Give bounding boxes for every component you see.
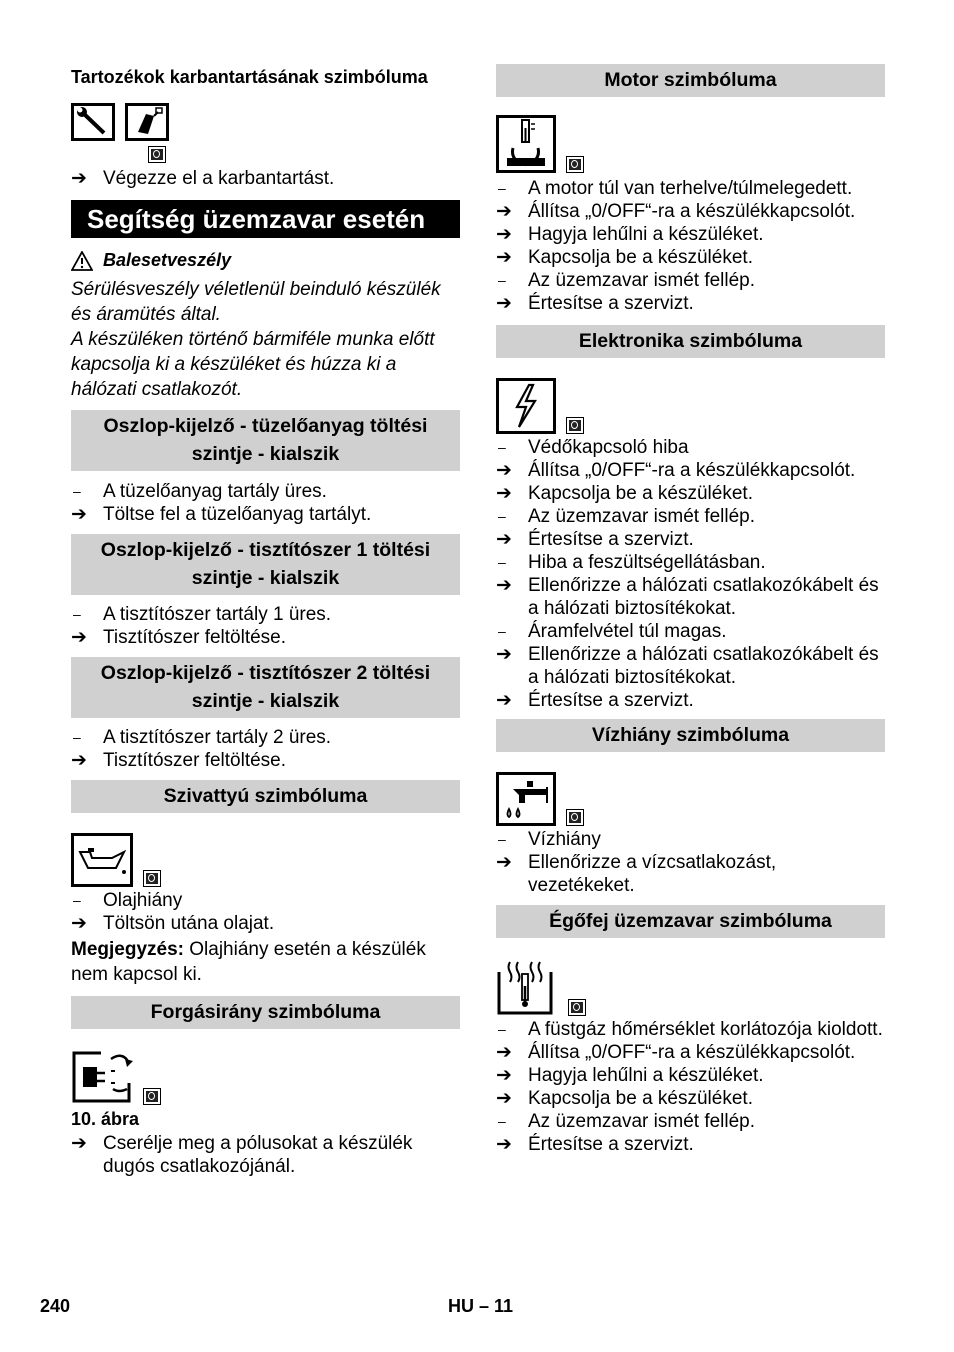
dash-bullet: – <box>73 892 81 908</box>
arrow-right-icon: ➔ <box>71 1133 87 1154</box>
list-item-text: Hagyja lehűlni a készüléket. <box>528 224 764 245</box>
list-item-text: Az üzemzavar ismét fellép. <box>528 1111 756 1132</box>
list-item <box>496 436 885 459</box>
list-item-text: Kapcsolja be a készüléket. <box>528 247 753 268</box>
list-item-text: Olajhiány <box>103 890 183 911</box>
oil-can-icon <box>71 833 133 887</box>
list-item <box>496 1018 885 1041</box>
arrow-right-icon: ➔ <box>496 293 512 314</box>
list-item-text: Állítsa „0/OFF“-ra a készülékkapcsolót. <box>528 1042 856 1063</box>
dash-bullet: – <box>73 606 81 622</box>
exhaust-temperature-icon <box>496 958 554 1016</box>
pump-items <box>71 889 460 935</box>
danger-text-1: Sérülésveszély véletlenül beinduló készülék és áramütés által. <box>71 279 441 325</box>
spray-gun-icon <box>125 103 169 141</box>
list-item-text: Áramfelvétel túl magas. <box>528 621 727 642</box>
accessory-title: Tartozékok karbantartásának szimbóluma <box>71 67 428 87</box>
list-item-text: Állítsa „0/OFF“-ra a készülékkapcsolót. <box>528 460 856 481</box>
arrow-right-icon: ➔ <box>496 201 512 222</box>
arrow-right-icon: ➔ <box>496 1042 512 1063</box>
list-item <box>71 749 460 772</box>
list-item <box>496 459 885 482</box>
manual-icon <box>143 870 161 887</box>
pump-section-title: Szivattyú szimbóluma <box>71 780 460 813</box>
arrow-right-icon: ➔ <box>496 247 512 268</box>
dash-bullet: – <box>498 554 506 570</box>
arrow-right-icon: ➔ <box>496 575 512 596</box>
electronics-icon-row <box>496 378 885 434</box>
dash-bullet: – <box>73 729 81 745</box>
motor-temperature-icon <box>496 115 556 173</box>
list-item <box>496 1041 885 1064</box>
warning-icon <box>71 251 93 271</box>
list-item <box>71 603 460 626</box>
list-item-text: Ellenőrizze a hálózati csatlakozókábelt és a hálózati biztosítékokat. <box>528 575 879 619</box>
list-item-text: Ellenőrizze a hálózati csatlakozókábelt és a hálózati biztosítékokat. <box>528 644 879 688</box>
plug-rotation-icon <box>71 1049 135 1105</box>
arrow-right-icon: ➔ <box>496 690 512 711</box>
list-item <box>496 223 885 246</box>
burner-items <box>496 1018 885 1156</box>
list-item-text: Tisztítószer feltöltése. <box>103 750 287 771</box>
motor-icon-row <box>496 115 885 173</box>
list-item <box>71 503 460 526</box>
list-item <box>496 482 885 505</box>
list-item <box>496 643 885 689</box>
dash-bullet: – <box>498 272 506 288</box>
list-item <box>496 1064 885 1087</box>
electronics-items <box>496 436 885 712</box>
list-item-text: Végezze el a karbantartást. <box>103 168 335 189</box>
arrow-right-icon: ➔ <box>71 627 87 648</box>
motor-section-title: Motor szimbóluma <box>496 64 885 97</box>
rotation-figure: 10. ábra <box>71 1109 140 1129</box>
clean2-items <box>71 726 460 772</box>
dash-bullet: – <box>73 483 81 499</box>
arrow-right-icon: ➔ <box>496 852 512 873</box>
list-item <box>496 246 885 269</box>
arrow-right-icon: ➔ <box>71 168 87 189</box>
list-item-text: Cserélje meg a pólusokat a készülék dugós csatlakozójánál. <box>103 1133 413 1177</box>
list-item-text: A tüzelőanyag tartály üres. <box>103 481 327 502</box>
list-item <box>71 167 460 190</box>
list-item-text: Értesítse a szervizt. <box>528 690 694 711</box>
list-item-text: Az üzemzavar ismét fellép. <box>528 270 756 291</box>
motor-items <box>496 177 885 315</box>
danger-heading <box>71 248 460 273</box>
list-item-text: Tisztítószer feltöltése. <box>103 627 287 648</box>
list-item <box>71 1132 460 1178</box>
clean2-section-title: Oszlop-kijelző - tisztítószer 2 töltési szintje - kialszik <box>71 657 460 718</box>
list-item <box>496 1110 885 1133</box>
accessory-steps <box>71 167 460 190</box>
arrow-right-icon: ➔ <box>71 504 87 525</box>
list-item <box>496 269 885 292</box>
fuel-items <box>71 480 460 526</box>
burner-section-title: Égőfej üzemzavar szimbóluma <box>496 905 885 938</box>
list-item-text: A füstgáz hőmérséklet korlátozója kioldott. <box>528 1019 883 1040</box>
list-item <box>496 1133 885 1156</box>
pump-icon-row <box>71 833 460 887</box>
list-item-text: Állítsa „0/OFF“-ra a készülékkapcsolót. <box>528 201 856 222</box>
clean1-section-title: Oszlop-kijelző - tisztítószer 1 töltési szintje - kialszik <box>71 534 460 595</box>
rotation-icon-row <box>71 1049 460 1105</box>
manual-icon <box>148 146 166 163</box>
rotation-items <box>71 1132 460 1178</box>
arrow-right-icon: ➔ <box>71 750 87 771</box>
arrow-right-icon: ➔ <box>496 644 512 665</box>
dash-bullet: – <box>498 831 506 847</box>
arrow-right-icon: ➔ <box>496 1134 512 1155</box>
list-item <box>496 292 885 315</box>
clean1-items <box>71 603 460 649</box>
accessory-icons <box>71 103 460 141</box>
water-icon-row <box>496 772 885 826</box>
arrow-right-icon: ➔ <box>496 529 512 550</box>
list-item <box>71 726 460 749</box>
fuel-section-title: Oszlop-kijelző - tüzelőanyag töltési szintje - kialszik <box>71 410 460 471</box>
manual-icon <box>566 809 584 826</box>
list-item-text: Az üzemzavar ismét fellép. <box>528 506 756 527</box>
list-item-text: Értesítse a szervizt. <box>528 529 694 550</box>
right-column <box>496 64 885 1156</box>
list-item-text: Értesítse a szervizt. <box>528 1134 694 1155</box>
arrow-right-icon: ➔ <box>496 224 512 245</box>
rotation-section-title: Forgásirány szimbóluma <box>71 996 460 1029</box>
pump-note-text: Olajhiány esetén a készülék nem kapcsol ki. <box>71 939 426 985</box>
dash-bullet: – <box>498 623 506 639</box>
list-item <box>71 912 460 935</box>
arrow-right-icon: ➔ <box>496 460 512 481</box>
dash-bullet: – <box>498 180 506 196</box>
burner-icon-row <box>496 958 885 1016</box>
list-item-text: Töltse fel a tüzelőanyag tartályt. <box>103 504 372 525</box>
water-section-title: Vízhiány szimbóluma <box>496 719 885 752</box>
list-item <box>496 177 885 200</box>
list-item-text: Hiba a feszültségellátásban. <box>528 552 766 573</box>
list-item <box>496 828 885 851</box>
list-item-text: Vízhiány <box>528 829 601 850</box>
water-items <box>496 828 885 897</box>
dash-bullet: – <box>498 1113 506 1129</box>
list-item <box>496 505 885 528</box>
list-item <box>496 851 885 897</box>
dash-bullet: – <box>498 1021 506 1037</box>
arrow-right-icon: ➔ <box>496 1065 512 1086</box>
list-item <box>496 689 885 712</box>
list-item-text: A tisztítószer tartály 2 üres. <box>103 727 332 748</box>
list-item-text: Kapcsolja be a készüléket. <box>528 1088 753 1109</box>
list-item <box>71 480 460 503</box>
list-item-text: Töltsön utána olajat. <box>103 913 275 934</box>
list-item <box>496 1087 885 1110</box>
danger-text-2: A készüléken történő bármiféle munka előtt kapcsolja ki a készüléket és húzza ki a hálózati csatlakozót. <box>71 329 435 400</box>
pump-note <box>71 937 460 987</box>
wrench-icon <box>71 103 115 141</box>
arrow-right-icon: ➔ <box>496 483 512 504</box>
danger-label: Balesetveszély <box>103 250 232 270</box>
manual-icon <box>566 156 584 173</box>
water-tap-icon <box>496 772 556 826</box>
list-item <box>496 551 885 574</box>
list-item-text: Hagyja lehűlni a készüléket. <box>528 1065 764 1086</box>
language-page-label: HU – 11 <box>448 1296 514 1316</box>
left-column <box>71 64 460 1178</box>
manual-icon <box>143 1088 161 1105</box>
list-item-text: A tisztítószer tartály 1 üres. <box>103 604 332 625</box>
lightning-icon <box>496 378 556 434</box>
list-item-text: Kapcsolja be a készüléket. <box>528 483 753 504</box>
manual-icon <box>568 999 586 1016</box>
list-item-text: Értesítse a szervizt. <box>528 293 694 314</box>
list-item <box>496 574 885 620</box>
list-item <box>71 626 460 649</box>
arrow-right-icon: ➔ <box>71 913 87 934</box>
list-item <box>71 889 460 912</box>
page-number: 240 <box>40 1296 71 1316</box>
list-item-text: Ellenőrizze a vízcsatlakozást, vezetékeket. <box>528 852 777 896</box>
list-item <box>496 200 885 223</box>
main-title: Segítség üzemzavar esetén <box>71 200 460 238</box>
electronics-section-title: Elektronika szimbóluma <box>496 325 885 358</box>
pump-note-label: Megjegyzés: <box>71 939 184 960</box>
list-item <box>496 528 885 551</box>
list-item <box>496 620 885 643</box>
list-item-text: A motor túl van terhelve/túlmelegedett. <box>528 178 853 199</box>
manual-icon <box>566 417 584 434</box>
arrow-right-icon: ➔ <box>496 1088 512 1109</box>
dash-bullet: – <box>498 439 506 455</box>
dash-bullet: – <box>498 508 506 524</box>
list-item-text: Védőkapcsoló hiba <box>528 437 689 458</box>
